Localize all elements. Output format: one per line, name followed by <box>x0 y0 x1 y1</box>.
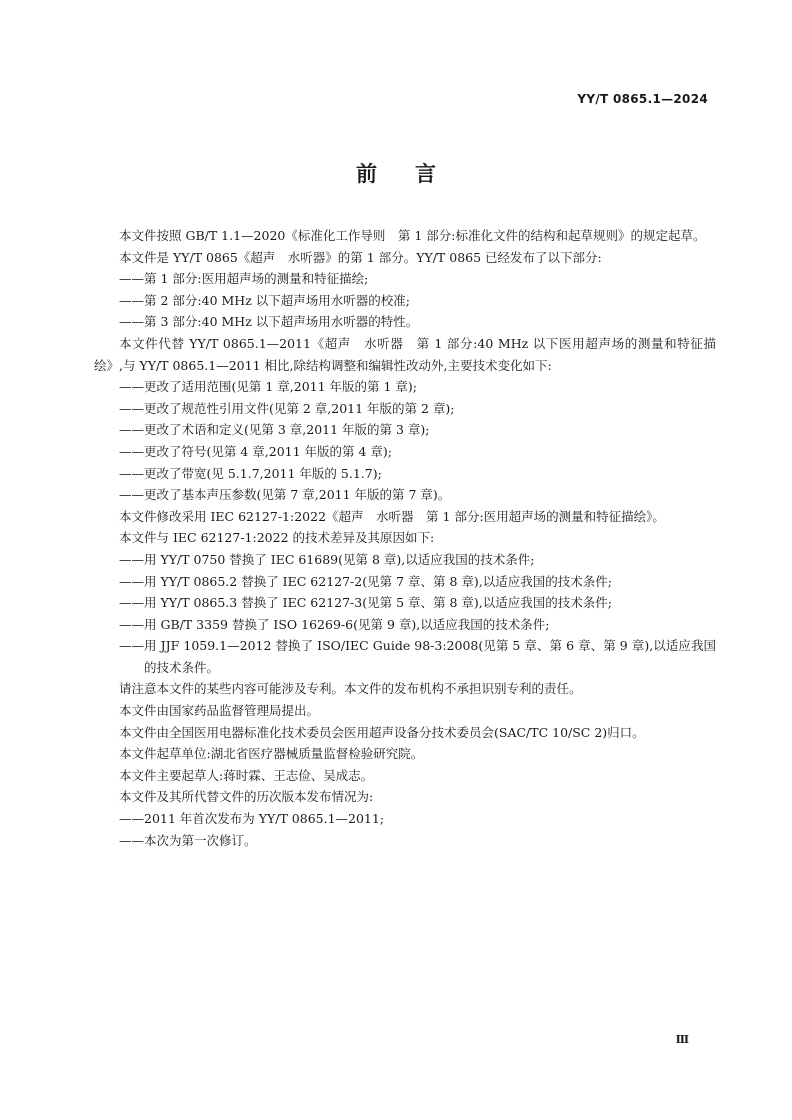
paragraph: 本文件修改采用 IEC 62127-1:2022《超声 水听器 第 1 部分:医用超声场的测量和特征描绘》。 <box>119 508 665 524</box>
list-item: ——第 2 部分:40 MHz 以下超声场用水听器的校准; <box>119 292 410 308</box>
paragraph: 本文件由全国医用电器标准化技术委员会医用超声设备分技术委员会(SAC/TC 10/SC 2)归口。 <box>119 724 645 740</box>
list-item: ——用 YY/T 0865.2 替换了 IEC 62127-2(见第 7 章、第 8 章),以适应我国的技术条件; <box>119 573 612 589</box>
standard-number: YY/T 0865.1—2024 <box>577 92 708 106</box>
paragraph: 本文件起草单位:湖北省医疗器械质量监督检验研究院。 <box>119 746 424 762</box>
page-number: Ⅲ <box>675 1033 689 1046</box>
paragraph: 本文件是 YY/T 0865《超声 水听器》的第 1 部分。YY/T 0865 已经发布了以下部分: <box>119 249 602 265</box>
page-title: 前言 <box>356 162 474 186</box>
paragraph: 本文件主要起草人:蒋时霖、王志俭、吴成志。 <box>119 767 374 783</box>
list-item: ——第 1 部分:医用超声场的测量和特征描绘; <box>119 271 369 287</box>
list-item: ——更改了基本声压参数(见第 7 章,2011 年版的第 7 章)。 <box>119 487 451 503</box>
list-item: ——更改了规范性引用文件(见第 2 章,2011 年版的第 2 章); <box>119 400 455 416</box>
list-item: ——用 YY/T 0750 替换了 IEC 61689(见第 8 章),以适应我国的技术条件; <box>119 551 535 567</box>
paragraph: 本文件代替 YY/T 0865.1—2011《超声 水听器 第 1 部分:40 MHz 以下医用超声场的测量和特征描绘》,与 YY/T 0865.1—2011 相比,除结构调整和编辑性改动外,主要技术变化如下: <box>94 335 716 373</box>
list-item: ——第 3 部分:40 MHz 以下超声场用水听器的特性。 <box>119 314 419 330</box>
paragraph: 请注意本文件的某些内容可能涉及专利。本文件的发布机构不承担识别专利的责任。 <box>119 681 582 697</box>
paragraph: 本文件及其所代替文件的历次版本发布情况为: <box>119 789 374 805</box>
list-item: ——更改了术语和定义(见第 3 章,2011 年版的第 3 章); <box>119 422 430 438</box>
list-item: ——更改了适用范围(见第 1 章,2011 年版的第 1 章); <box>119 379 418 395</box>
paragraph: 本文件与 IEC 62127-1:2022 的技术差异及其原因如下: <box>119 530 435 546</box>
list-item: ——更改了符号(见第 4 章,2011 年版的第 4 章); <box>119 443 393 459</box>
list-item: ——用 GB/T 3359 替换了 ISO 16269-6(见第 9 章),以适应我国的技术条件; <box>119 616 550 632</box>
list-item: ——本次为第一次修订。 <box>119 832 257 848</box>
list-item: ——2011 年首次发布为 YY/T 0865.1—2011; <box>119 811 385 827</box>
foreword-body <box>94 225 716 851</box>
paragraph: 本文件由国家药品监督管理局提出。 <box>119 703 320 719</box>
list-item: ——更改了带宽(见 5.1.7,2011 年版的 5.1.7); <box>119 465 382 481</box>
paragraph: 本文件按照 GB/T 1.1—2020《标准化工作导则 第 1 部分:标准化文件的结构和起草规则》的规定起草。 <box>119 228 706 243</box>
list-item: ——用 JJF 1059.1—2012 替换了 ISO/IEC Guide 98-3:2008(见第 5 章、第 6 章、第 9 章),以适应我国的技术条件。 <box>119 638 716 675</box>
list-item: ——用 YY/T 0865.3 替换了 IEC 62127-3(见第 5 章、第 8 章),以适应我国的技术条件; <box>119 595 612 611</box>
